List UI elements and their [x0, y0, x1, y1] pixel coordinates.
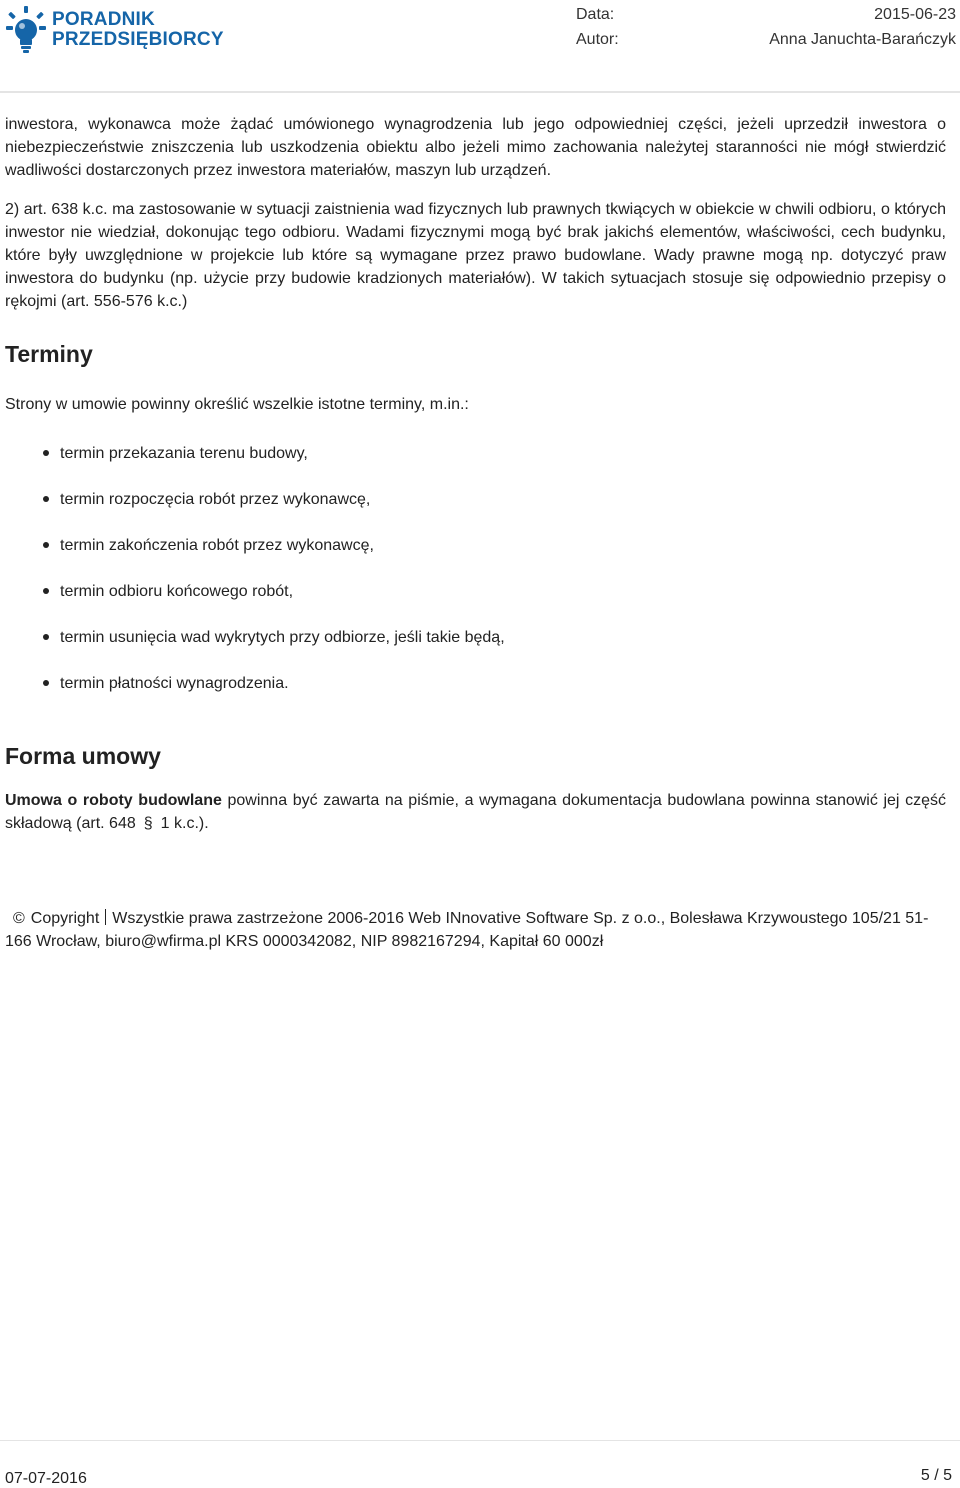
footer-divider: [0, 1440, 960, 1441]
list-item: termin usunięcia wad wykrytych przy odbiorze, jeśli takie będą,: [5, 626, 946, 649]
forma-text: powinna być zawarta na piśmie, a wymagana dokumentacja budowlana powinna stanowić jej część składową (art. 648: [5, 792, 946, 832]
date-label: Data:: [576, 6, 615, 23]
forma-paragraph: [5, 789, 946, 835]
list-item: termin zakończenia robót przez wykonawcę,: [5, 534, 946, 557]
logo-line-1: PORADNIK: [52, 9, 155, 30]
forma-section-number: 1: [160, 815, 170, 832]
separator: [105, 909, 106, 925]
copyright-icon: ©: [13, 910, 25, 927]
logo-text: [52, 10, 224, 50]
meta-labels: [576, 2, 619, 52]
author-label: Autor:: [576, 31, 619, 48]
paragraph-1: inwestora, wykonawca może żądać umówionego wynagrodzenia lub jego odpowiedniej części, jeżeli uprzedził inwestora o niebezpieczeństwie zniszczenia lub uszkodzenia obiektu albo jeżeli mimo zachowania należytej staranności nie mógł stwierdzić wadliwości dostarczonych przez inwestora materiałów, maszyn lub urządzeń.: [5, 116, 946, 179]
section-icon: §: [143, 815, 153, 832]
date-value: 2015-06-23: [874, 6, 956, 23]
list-item: termin odbioru końcowego robót,: [5, 580, 946, 603]
logo-line-2: PRZEDSIĘBIORCY: [52, 29, 224, 50]
meta-values: [769, 2, 956, 52]
forma-end: k.c.).: [174, 815, 209, 832]
print-date: 07-07-2016: [5, 1470, 87, 1487]
article-body: [5, 113, 946, 835]
header-divider: [0, 91, 960, 93]
page-number: 5 / 5: [920, 1467, 952, 1484]
list-item: termin przekazania terenu budowy,: [5, 442, 946, 465]
author-value: Anna Januchta-Barańczyk: [769, 31, 956, 48]
copyright-label: Copyright: [30, 910, 100, 927]
terminy-list: [5, 442, 946, 695]
page-header: [0, 0, 960, 92]
paragraph-2: 2) art. 638 k.c. ma zastosowanie w sytuacji zaistnienia wad fizycznych lub prawnych tkwiących w obiekcie w chwili odbioru, o których inwestor nie wiedział, dokonując tego odbioru. Wadami fizycznymi mogą być brak jakichś elementów, właściwości, cech budynku, które były uwzględnione w projekcie lub które są wymagane przez prawo budowlane. Wady prawne mogą np. dotyczyć praw inwestora do budynku (np. użycie przy budowie kradzionych materiałów). W takich sytuacjach stosuje się odpowiednio przepisy o rękojmi (art. 556-576 k.c.): [5, 201, 946, 310]
heading-forma-umowy: Forma umowy: [5, 743, 161, 769]
forma-bold-link[interactable]: Umowa o roboty budowlane: [5, 792, 222, 809]
lightbulb-icon: [6, 6, 46, 54]
logo[interactable]: [6, 4, 224, 56]
heading-terminy: Terminy: [5, 341, 93, 367]
copyright-text: Wszystkie prawa zastrzeżone 2006-2016 Web INnovative Software Sp. z o.o., Bolesława Krzywoustego 105/21 51-166 Wrocław, biuro@wfirma.pl KRS 0000342082, NIP 8982167294, Kapitał 60 000zł: [5, 910, 929, 950]
terminy-intro: Strony w umowie powinny określić wszelkie istotne terminy, m.in.:: [5, 396, 469, 413]
copyright-footer: [5, 907, 950, 953]
list-item: termin płatności wynagrodzenia.: [5, 672, 946, 695]
list-item: termin rozpoczęcia robót przez wykonawcę,: [5, 488, 946, 511]
